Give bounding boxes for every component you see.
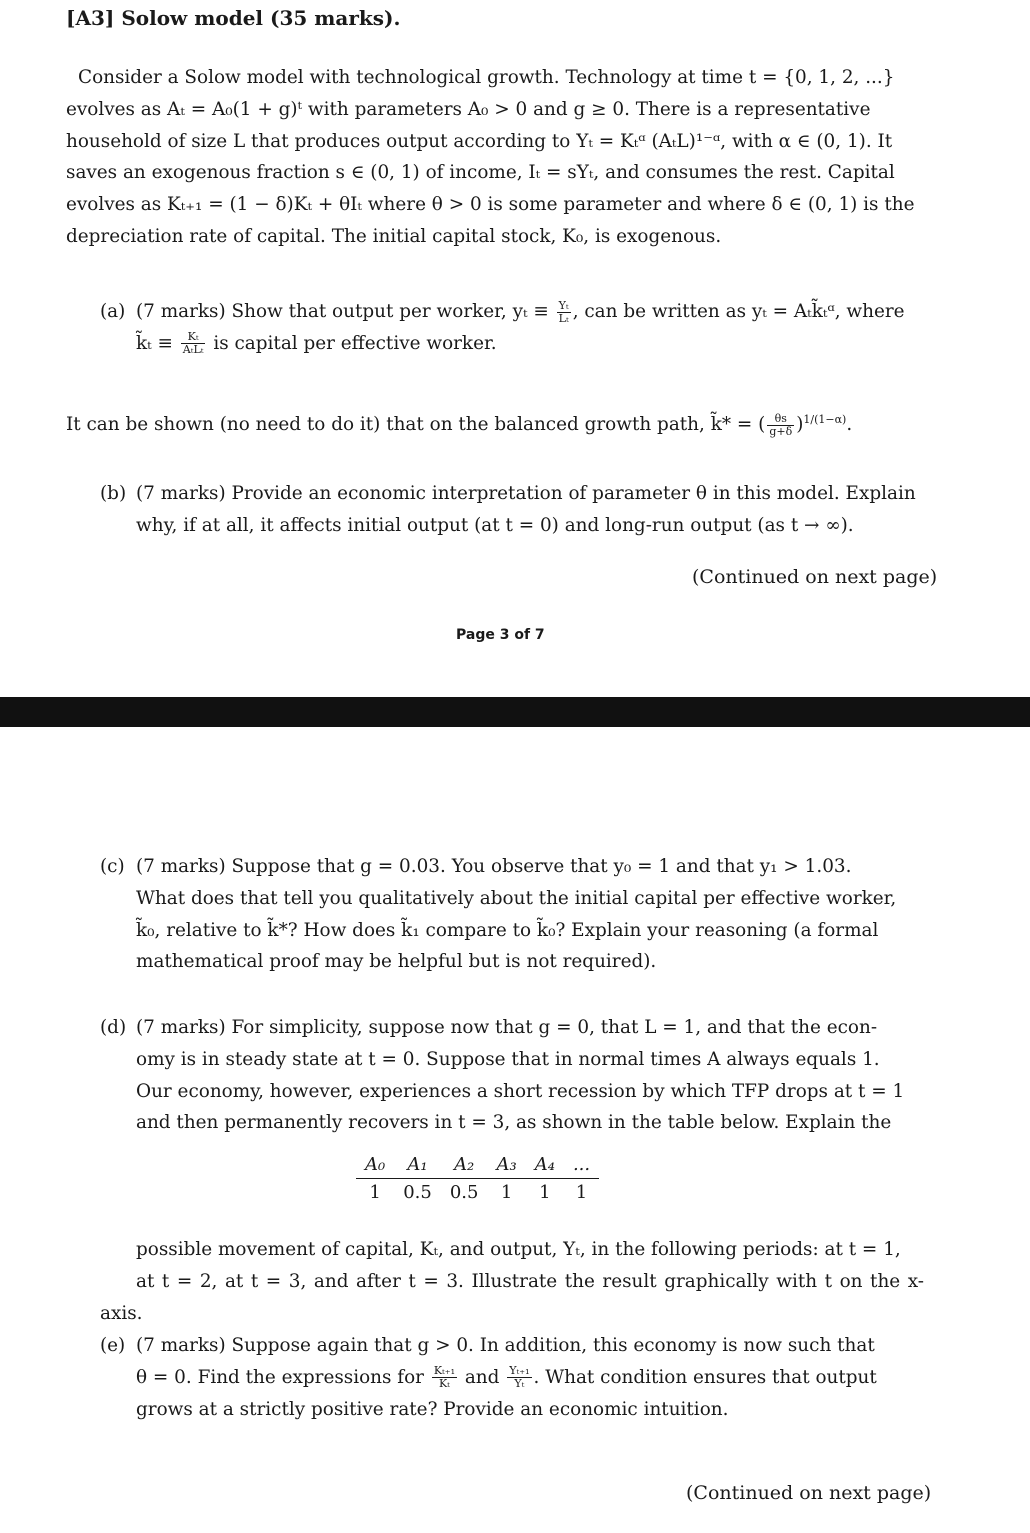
fraction [432, 1365, 457, 1390]
part-text: omy is in steady state at t = 0. Suppose that in normal times A always equals 1. [136, 1048, 880, 1070]
part-text: (7 marks) Suppose again that g > 0. In addition, this economy is now such that [136, 1335, 875, 1356]
part-text: k̃ₜ ≡ [136, 332, 173, 354]
part-text: , can be written as yₜ = Aₜk̃ₜᵅ, where [572, 301, 905, 322]
part-text: grows at a strictly positive rate? Provide an economic intuition. [136, 1398, 729, 1420]
table-header: A₃ [488, 1152, 526, 1179]
fraction-denominator: Lₜ [558, 311, 569, 325]
table-header: A₄ [526, 1152, 564, 1179]
part-text: mathematical proof may be helpful but is not required). [136, 951, 657, 973]
fraction [507, 1365, 531, 1390]
part-text: at t = 2, at t = 3, and after t = 3. Illustrate the result graphically with t on the x-axis. [100, 1270, 924, 1324]
table-header: A₂ [441, 1152, 488, 1179]
table-cell: 0.5 [449, 1182, 479, 1203]
part-d-continued [100, 1234, 924, 1329]
part-c [100, 851, 924, 978]
part-text: (7 marks) Suppose that g = 0.03. You observe that y₀ = 1 and that y₁ > 1.03. [136, 856, 852, 877]
exponent: 1/(1−α) [803, 413, 847, 426]
intro-line: Consider a Solow model with technological growth. Technology at time t = {0, 1, 2, ...} [78, 67, 895, 88]
part-text: What does that tell you qualitatively about the initial capital per effective worker, [136, 887, 897, 909]
fraction-numerator: θs [767, 413, 794, 426]
table-cell: 1 [539, 1182, 551, 1203]
part-text: (7 marks) Show that output per worker, yₜ ≡ [136, 301, 549, 322]
part-text: θ = 0. Find the expressions for [136, 1366, 424, 1388]
paren-close: ) [796, 414, 804, 436]
table-header: A₁ [394, 1152, 441, 1179]
page-number: Page 3 of 7 [456, 627, 545, 643]
statement-text: It can be shown (no need to do it) that on the balanced growth path, k̃* = ( [66, 414, 766, 436]
table-cell: 1 [575, 1182, 588, 1203]
statement-end: . [846, 414, 853, 436]
part-text: k̃₀, relative to k̃*? How does k̃₁ compare to k̃₀? Explain your reasoning (a formal [136, 919, 879, 941]
table-cell: 0.5 [403, 1182, 432, 1203]
part-text: (7 marks) Provide an economic interpretation of parameter θ in this model. Explain [136, 483, 916, 504]
fraction-denominator: Kₜ [438, 1377, 450, 1391]
part-label: (e) [100, 1335, 126, 1356]
table-row [356, 1179, 599, 1204]
intro-line: saves an exogenous fraction s ∈ (0, 1) of income, Iₜ = sYₜ, and consumes the rest. Capital [66, 162, 895, 184]
part-label: (d) [100, 1017, 127, 1038]
part-text: and [464, 1366, 500, 1388]
part-text: why, if at all, it affects initial output (at t = 0) and long-run output (as t → ∞). [136, 514, 854, 536]
intro-line: evolves as Aₜ = A₀(1 + g)ᵗ with parameters A₀ > 0 and g ≥ 0. There is a representative [66, 98, 871, 120]
part-label: (c) [100, 856, 125, 877]
tfp-table [356, 1152, 599, 1203]
part-label: (b) [100, 483, 127, 504]
table-cell: 1 [500, 1182, 513, 1203]
intro-line: household of size L that produces output according to Yₜ = Kₜᵅ (AₜL)¹⁻ᵅ, with α ∈ (0, 1). It [66, 130, 893, 152]
fraction-denominator: AₜLₜ [182, 343, 204, 357]
fraction-numerator: Yₜ₊₁ [509, 1364, 530, 1378]
intro-line: depreciation rate of capital. The initial capital stock, K₀, is exogenous. [66, 225, 722, 247]
part-text: possible movement of capital, Kₜ, and output, Yₜ, in the following periods: at t = 1, [136, 1239, 901, 1260]
fraction-numerator: Kₜ₊₁ [433, 1364, 455, 1378]
fraction-numerator: Yₜ [557, 300, 571, 313]
part-text: . What condition ensures that output [533, 1366, 877, 1388]
table-header-row [356, 1152, 599, 1179]
part-e [100, 1330, 924, 1425]
part-d [100, 1012, 924, 1139]
intro-line: evolves as Kₜ₊₁ = (1 − δ)Kₜ + θIₜ where θ > 0 is some parameter and where δ ∈ (0, 1) is the [66, 194, 915, 216]
table-cell: 1 [369, 1182, 381, 1203]
continued-note: (Continued on next page) [686, 1482, 932, 1504]
question-heading: [A3] Solow model (35 marks). [66, 6, 401, 30]
part-text: (7 marks) For simplicity, suppose now that g = 0, that L = 1, and that the econ- [136, 1017, 878, 1038]
part-label: (a) [100, 301, 126, 322]
fraction-numerator: Kₜ [181, 331, 206, 344]
fraction-denominator: Yₜ [514, 1377, 525, 1391]
table-header: ... [564, 1152, 599, 1179]
part-text: and then permanently recovers in t = 3, as shown in the table below. Explain the [136, 1112, 892, 1134]
fraction-denominator: g+δ [769, 424, 793, 438]
continued-note: (Continued on next page) [692, 566, 938, 588]
table-header: A₀ [356, 1152, 394, 1179]
part-text: is capital per effective worker. [213, 332, 497, 354]
part-text: Our economy, however, experiences a short recession by which TFP drops at t = 1 [136, 1080, 905, 1102]
